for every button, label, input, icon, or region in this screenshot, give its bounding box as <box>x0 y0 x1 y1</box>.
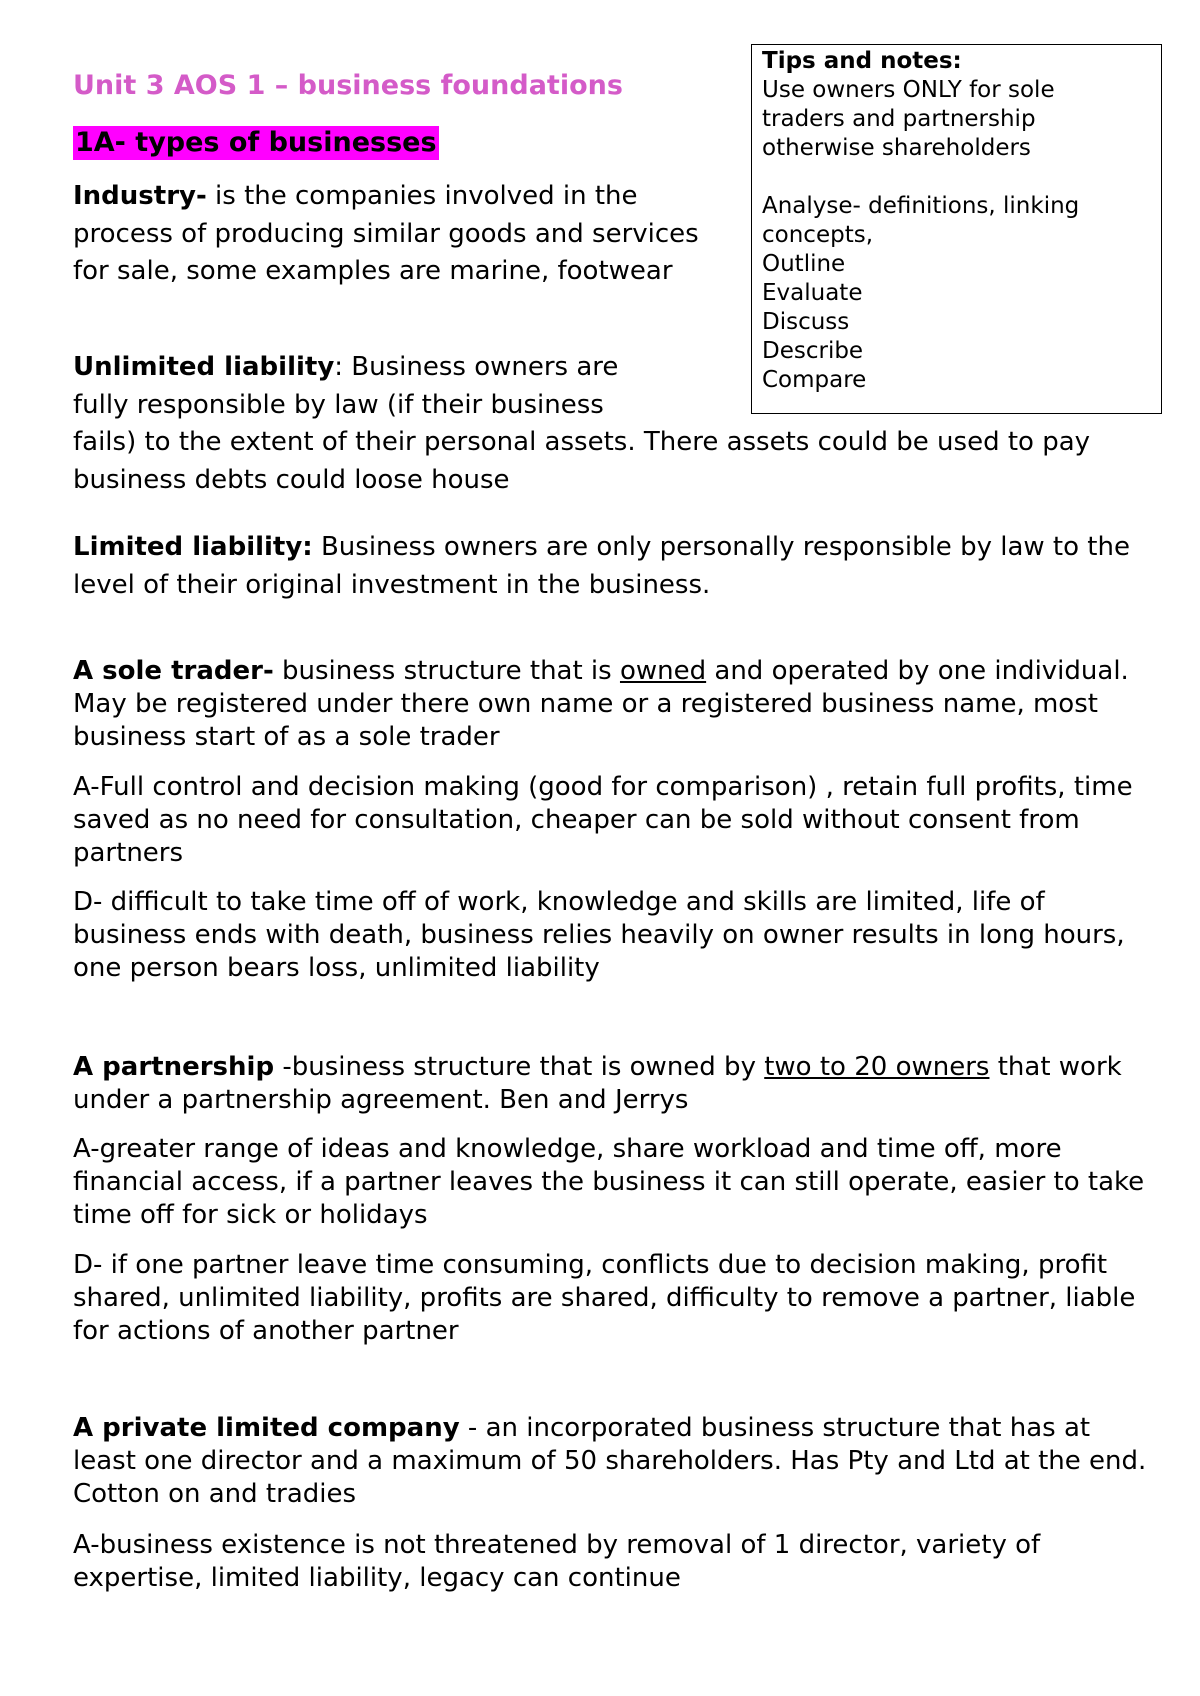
sole-trader-text: and operated by one individual. May be registered under there own name or a registered business name, most business start of as a sole trader <box>73 656 1129 752</box>
partnership-underlined-text: two to 20 owners <box>764 1052 990 1082</box>
page-title: Unit 3 AOS 1 – business foundations <box>73 70 623 101</box>
tips-line: Use owners ONLY for sole <box>762 77 1055 103</box>
tips-verb: Evaluate <box>762 280 863 306</box>
sole-trader-term: A sole trader- <box>73 656 274 686</box>
tips-verb: Analyse- definitions, linking <box>762 193 1080 219</box>
tips-verb: Compare <box>762 367 867 393</box>
industry-definition <box>73 178 733 291</box>
private-company-text: - an incorporated business structure that has at least one director and a maximum of 50 shareholders. Has Pty and Ltd at the end. Cotton on and tradies <box>73 1413 1147 1509</box>
partnership-disadvantages: D- if one partner leave time consuming, conflicts due to decision making, profit shared, unlimited liability, profits are shared, difficulty to remove a partner, liable for actions of another partner <box>73 1250 1136 1346</box>
sole-trader-text: business structure that is <box>273 656 620 686</box>
tips-line: traders and partnership <box>762 106 1036 132</box>
unlimited-liability-text: fails) to the extent of their personal assets. There assets could be used to pay business debts could loose house <box>73 427 1091 495</box>
sole-trader-definition <box>73 655 1153 754</box>
partnership-advantages: A-greater range of ideas and knowledge, share workload and time off, more financial access, if a partner leaves the business it can still operate, easier to take time off for sick or holidays <box>73 1134 1145 1230</box>
unlimited-liability-text: : Business owners are <box>334 352 619 382</box>
tips-verb: Discuss <box>762 309 850 335</box>
unlimited-liability-definition <box>73 349 1153 499</box>
sole-trader-underlined-text: owned <box>619 656 707 686</box>
limited-liability-text: Business owners are only personally responsible by law to the level of their original investment in the business. <box>73 532 1130 600</box>
limited-liability-definition <box>73 529 1153 604</box>
tips-title: Tips and notes: <box>762 48 962 74</box>
partnership-term: A partnership <box>73 1052 275 1082</box>
section-heading: 1A- types of businesses <box>75 127 437 158</box>
tips-verb: Outline <box>762 251 846 277</box>
private-company-advantages: A-business existence is not threatened by removal of 1 director, variety of expertise, limited liability, legacy can continue <box>73 1530 1041 1593</box>
unlimited-liability-term: Unlimited liability <box>73 352 335 382</box>
tips-line: otherwise shareholders <box>762 135 1031 161</box>
limited-liability-term: Limited liability: <box>73 532 313 562</box>
private-company-definition <box>73 1412 1153 1511</box>
tips-verb: Describe <box>762 338 864 364</box>
tips-spacer <box>762 163 1151 192</box>
unlimited-liability-text: fully responsible by law (if their business <box>73 389 604 420</box>
partnership-text: -business structure that is owned by <box>274 1052 765 1082</box>
partnership-definition <box>73 1051 1153 1117</box>
private-company-term: A private limited company <box>73 1413 460 1443</box>
industry-term: Industry- <box>73 181 207 211</box>
sole-trader-advantages: A-Full control and decision making (good for comparison) , retain full profits, time saved as no need for consultation, cheaper can be sold without consent from partners <box>73 772 1133 868</box>
industry-text: is the companies involved in the process of producing similar goods and services for sale, some examples are marine, footwear <box>73 181 699 286</box>
sole-trader-disadvantages: D- difficult to take time off of work, knowledge and skills are limited, life of business ends with death, business relies heavily on owner results in long hours, one person bears loss, unlimited liability <box>73 887 1125 983</box>
partnership-text: that work under a partnership agreement. Ben and Jerrys <box>73 1052 1122 1115</box>
tips-verb: concepts, <box>762 222 874 248</box>
